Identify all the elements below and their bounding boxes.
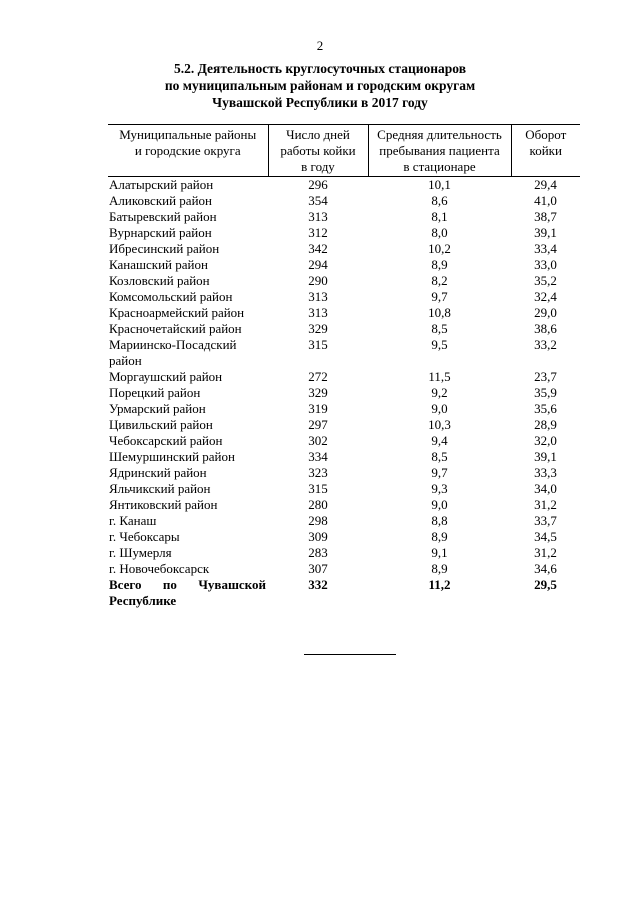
cell-avg-stay: 9,7 xyxy=(431,465,448,480)
table-body xyxy=(108,177,580,610)
table-row xyxy=(108,241,580,257)
cell-bed-turnover: 31,2 xyxy=(534,497,557,512)
table-row xyxy=(108,529,580,545)
cell-municipality: Батыревский район xyxy=(109,209,217,224)
cell-avg-stay: 9,0 xyxy=(431,497,448,512)
cell-municipality: г. Новочебоксарск xyxy=(109,561,210,576)
cell-municipality: Цивильский район xyxy=(109,417,213,432)
cell-bed-turnover: 35,6 xyxy=(534,401,557,416)
header-bed-days xyxy=(268,125,368,177)
cell-avg-stay: 8,9 xyxy=(431,561,448,576)
header-bed-turnover xyxy=(511,125,580,177)
cell-bed-turnover: 33,2 xyxy=(534,337,557,352)
cell-bed-days: 294 xyxy=(308,257,328,272)
header-municipality xyxy=(108,125,268,177)
cell-avg-stay: 8,1 xyxy=(431,209,448,224)
cell-bed-days: 298 xyxy=(308,513,328,528)
cell-bed-days: 354 xyxy=(308,193,328,208)
cell-bed-days: 309 xyxy=(308,529,328,544)
cell-bed-turnover: 32,0 xyxy=(534,433,557,448)
cell-avg-stay: 9,7 xyxy=(431,289,448,304)
total-label-line-2: Республике xyxy=(109,593,177,608)
cell-bed-turnover: 34,0 xyxy=(534,481,557,496)
cell-municipality: Канашский район xyxy=(109,257,208,272)
cell-municipality: Алатырский район xyxy=(109,177,214,192)
cell-bed-turnover: 23,7 xyxy=(534,369,557,384)
cell-avg-stay: 8,9 xyxy=(431,257,448,272)
table-row xyxy=(108,385,580,401)
cell-avg-stay: 8,9 xyxy=(431,529,448,544)
cell-bed-days: 280 xyxy=(308,497,328,512)
cell-municipality: Вурнарский район xyxy=(109,225,212,240)
cell-bed-days: 313 xyxy=(308,305,328,320)
cell-bed-days: 297 xyxy=(308,417,328,432)
cell-bed-days: 323 xyxy=(308,465,328,480)
table-row xyxy=(108,321,580,337)
cell-municipality: Чебоксарский район xyxy=(109,433,223,448)
cell-bed-days: 302 xyxy=(308,433,328,448)
cell-avg-stay: 9,1 xyxy=(431,545,448,560)
header-line: в стационаре xyxy=(403,159,476,174)
cell-municipality: г. Шумерля xyxy=(109,545,172,560)
cell-avg-stay: 8,5 xyxy=(431,321,448,336)
cell-avg-stay: 8,2 xyxy=(431,273,448,288)
cell-avg-stay: 9,4 xyxy=(431,433,448,448)
cell-municipality: Ядринский район xyxy=(109,465,207,480)
cell-avg-stay: 9,2 xyxy=(431,385,448,400)
total-avg-stay: 11,2 xyxy=(428,577,451,592)
cell-municipality: Мариинско-Посадский район xyxy=(109,337,237,368)
cell-municipality: Аликовский район xyxy=(109,193,212,208)
cell-bed-days: 283 xyxy=(308,545,328,560)
cell-avg-stay: 8,6 xyxy=(431,193,448,208)
cell-bed-days: 319 xyxy=(308,401,328,416)
cell-bed-turnover: 33,0 xyxy=(534,257,557,272)
cell-avg-stay: 8,0 xyxy=(431,225,448,240)
header-line: пребывания пациента xyxy=(379,143,500,158)
cell-bed-turnover: 38,6 xyxy=(534,321,557,336)
cell-municipality: Красноармейский район xyxy=(109,305,245,320)
cell-avg-stay: 10,8 xyxy=(428,305,451,320)
header-line: и городские округа xyxy=(134,143,241,158)
title-line-1: 5.2. Деятельность круглосуточных стационаров xyxy=(173,61,467,76)
total-bed-days: 332 xyxy=(308,577,328,592)
title-line-3: Чувашской Республики в 2017 году xyxy=(212,95,428,110)
cell-avg-stay: 8,5 xyxy=(431,449,448,464)
cell-municipality: Урмарский район xyxy=(109,401,206,416)
table-row xyxy=(108,257,580,273)
cell-avg-stay: 9,5 xyxy=(431,337,448,352)
header-line: Муниципальные районы xyxy=(119,127,257,142)
cell-bed-turnover: 33,3 xyxy=(534,465,557,480)
cell-municipality: г. Канаш xyxy=(109,513,157,528)
table-row xyxy=(108,417,580,433)
cell-bed-days: 334 xyxy=(308,449,328,464)
table-row xyxy=(108,337,580,369)
cell-bed-days: 307 xyxy=(308,561,328,576)
cell-bed-days: 313 xyxy=(308,289,328,304)
cell-bed-turnover: 32,4 xyxy=(534,289,557,304)
cell-avg-stay: 10,2 xyxy=(428,241,451,256)
cell-bed-turnover: 34,5 xyxy=(534,529,557,544)
cell-bed-turnover: 28,9 xyxy=(534,417,557,432)
cell-bed-days: 329 xyxy=(308,385,328,400)
header-line: работы койки xyxy=(280,143,356,158)
cell-bed-turnover: 39,1 xyxy=(534,225,557,240)
cell-bed-turnover: 34,6 xyxy=(534,561,557,576)
cell-municipality: Моргаушский район xyxy=(109,369,223,384)
table-row xyxy=(108,481,580,497)
cell-municipality: Козловский район xyxy=(109,273,210,288)
table-row xyxy=(108,465,580,481)
cell-municipality: г. Чебоксары xyxy=(109,529,180,544)
cell-bed-days: 342 xyxy=(308,241,328,256)
cell-bed-days: 272 xyxy=(308,369,328,384)
cell-bed-turnover: 35,9 xyxy=(534,385,557,400)
cell-bed-turnover: 33,7 xyxy=(534,513,557,528)
cell-bed-turnover: 33,4 xyxy=(534,241,557,256)
table-row xyxy=(108,193,580,209)
cell-avg-stay: 9,3 xyxy=(431,481,448,496)
table-header xyxy=(108,125,580,177)
cell-bed-turnover: 29,4 xyxy=(534,177,557,192)
table-row xyxy=(108,545,580,561)
table-row xyxy=(108,401,580,417)
cell-avg-stay: 8,8 xyxy=(431,513,448,528)
cell-bed-days: 290 xyxy=(308,273,328,288)
hospital-activity-table xyxy=(108,124,580,609)
cell-municipality: Красночетайский район xyxy=(109,321,242,336)
table-row xyxy=(108,209,580,225)
header-line: Число дней xyxy=(286,127,350,142)
table-row xyxy=(108,369,580,385)
total-row xyxy=(108,577,580,609)
cell-bed-days: 315 xyxy=(308,481,328,496)
cell-municipality: Комсомольский район xyxy=(109,289,233,304)
table-title xyxy=(0,60,640,111)
cell-municipality: Порецкий район xyxy=(109,385,201,400)
cell-avg-stay: 10,1 xyxy=(428,177,451,192)
title-line-2: по муниципальным районам и городским округам xyxy=(164,78,476,93)
cell-bed-days: 296 xyxy=(308,177,328,192)
cell-municipality: Янтиковский район xyxy=(109,497,218,512)
cell-bed-turnover: 39,1 xyxy=(534,449,557,464)
table-row xyxy=(108,449,580,465)
header-avg-stay xyxy=(368,125,511,177)
table-row xyxy=(108,225,580,241)
page-number: 2 xyxy=(316,38,324,53)
cell-bed-days: 313 xyxy=(308,209,328,224)
table-row xyxy=(108,273,580,289)
cell-municipality: Шемуршинский район xyxy=(109,449,235,464)
cell-bed-days: 315 xyxy=(308,337,328,352)
total-label-line-1: Всего по Чувашской xyxy=(109,577,266,592)
footer-rule xyxy=(304,654,396,655)
header-row xyxy=(108,125,580,177)
table-row xyxy=(108,513,580,529)
table-row xyxy=(108,497,580,513)
cell-bed-turnover: 35,2 xyxy=(534,273,557,288)
cell-avg-stay: 10,3 xyxy=(428,417,451,432)
cell-bed-turnover: 41,0 xyxy=(534,193,557,208)
cell-bed-turnover: 38,7 xyxy=(534,209,557,224)
table-row xyxy=(108,177,580,194)
cell-municipality: Ибресинский район xyxy=(109,241,220,256)
cell-avg-stay: 11,5 xyxy=(428,369,451,384)
header-line: Оборот xyxy=(525,127,567,142)
table-row xyxy=(108,433,580,449)
header-line: Средняя длительность xyxy=(377,127,502,142)
table-row xyxy=(108,305,580,321)
cell-bed-turnover: 29,0 xyxy=(534,305,557,320)
cell-municipality: Яльчикский район xyxy=(109,481,211,496)
table-row xyxy=(108,289,580,305)
table-row xyxy=(108,561,580,577)
cell-bed-days: 329 xyxy=(308,321,328,336)
cell-bed-days: 312 xyxy=(308,225,328,240)
header-line: койки xyxy=(529,143,562,158)
total-label xyxy=(108,577,268,609)
cell-avg-stay: 9,0 xyxy=(431,401,448,416)
total-bed-turnover: 29,5 xyxy=(534,577,557,592)
cell-bed-turnover: 31,2 xyxy=(534,545,557,560)
header-line: в году xyxy=(301,159,335,174)
